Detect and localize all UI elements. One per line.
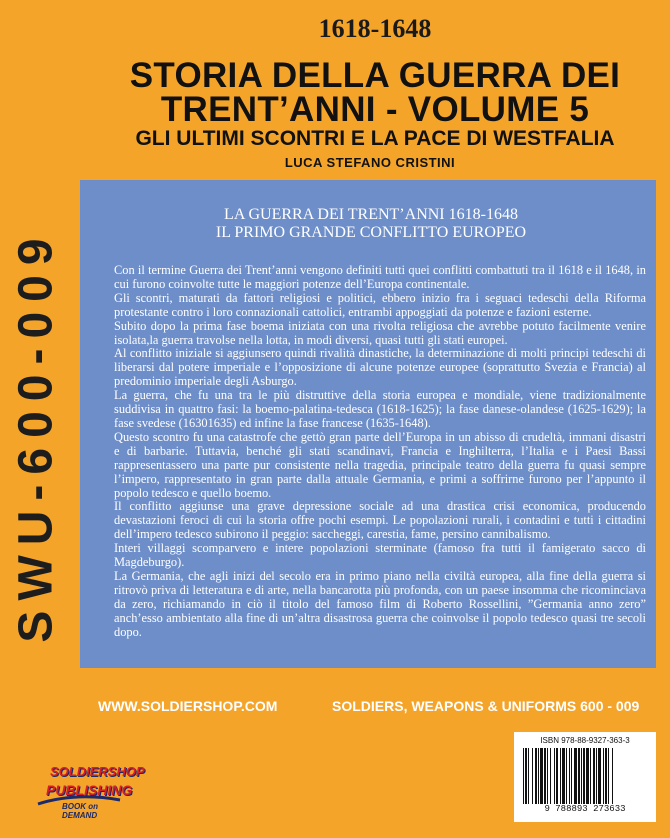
barcode-bar <box>547 748 548 804</box>
barcode-bar <box>605 748 607 804</box>
barcode-bar <box>608 748 609 804</box>
barcode-bar <box>535 748 537 804</box>
publisher-logo <box>36 764 145 826</box>
synopsis-panel <box>80 180 656 668</box>
spine-code-text: SWU-600-009 <box>9 227 63 643</box>
synopsis-heading-line1: LA GUERRA DEI TRENT’ANNI 1618-1648 <box>224 206 518 223</box>
logo-line1: SOLDIERSHOP <box>50 764 145 779</box>
barcode-bar <box>593 748 595 804</box>
barcode-bar <box>562 748 565 804</box>
barcode-bar <box>590 748 591 804</box>
barcode-bar <box>532 748 533 804</box>
barcode-bar <box>556 748 558 804</box>
barcode-bar <box>571 748 572 804</box>
spine-code <box>4 175 68 695</box>
barcode-bar <box>574 748 577 804</box>
synopsis-paragraph: Subito dopo la prima fase boema iniziata con una rivolta religiosa che avrebbe potuto facilmente venire isolata,la guerra travolse nella lotta, in modi diversi, quasi tutti gli stati europei. <box>114 318 646 347</box>
series-label: SOLDIERS, WEAPONS & UNIFORMS 600 - 009 <box>332 698 640 714</box>
barcode-bar <box>612 748 613 804</box>
isbn-barcode <box>514 732 656 822</box>
publisher-website: WWW.SOLDIERSHOP.COM <box>98 698 278 714</box>
barcode-bar <box>528 748 529 804</box>
barcode-bar <box>603 748 604 804</box>
synopsis-heading <box>114 206 646 242</box>
barcode-bar <box>544 748 546 804</box>
cover-author: LUCA STEFANO CRISTINI <box>284 155 456 170</box>
barcode-bar <box>550 748 551 804</box>
barcode-bar <box>566 748 567 804</box>
barcode-bar <box>538 748 539 804</box>
isbn-label: ISBN 978-88-9327-363-3 <box>540 736 630 745</box>
synopsis-paragraph: Questo scontro fu una catastrofe che gettò gran parte dell’Europa in un abisso di crudeltà, immani disastri e di barbarie. Tuttavia, benché gli stati scandinavi, Francia e Inghilterra, l’Italia e i Paesi Bassi rappresentassero una parte pur consistente nella tragedia, principale teatro della guerra fu quasi sempre l’impero, rappresentato in gran parte dalla attuale Germania, e primi a soffrirne furono per l’appunto il popolo tedesco e quello boemo. <box>114 429 646 500</box>
cover-subtitle: GLI ULTIMI SCONTRI E LA PACE DI WESTFALIA <box>135 127 615 150</box>
cover-title-line1: STORIA DELLA GUERRA DEI <box>129 56 621 95</box>
barcode-bar <box>578 748 580 804</box>
logo-line3: BOOK on DEMAND <box>62 802 98 820</box>
barcode-bar <box>598 748 601 804</box>
synopsis-paragraph: Al conflitto iniziale si aggiunsero quindi rivalità dinastiche, la determinazione di molti principi tedeschi di liberarsi dal potere imperiale e l’opposizione di alcune potenze europee (soprattutto Svezia e Francia) al predominio imperiale degli Asburgo. <box>114 346 646 389</box>
synopsis-body <box>114 264 646 639</box>
barcode-digits: 9 788893 273633 <box>544 804 626 814</box>
synopsis-paragraph: La Germania, che agli inizi del secolo era in primo piano nella civiltà europea, alla fine della guerra si ritrovò priva di letteratura e di arte, nella bancarotta più profonda, con un paese insomma che ricominciava da zero, richiamando in ciò il titolo del famoso film di Roberto Rossellini, ”Germania anno zero” anch’esso ambientato alla fine di un’altra disastrosa guerra che coinvolse il popolo tedesco quasi tre secoli dopo. <box>114 568 646 639</box>
synopsis-heading-line2: IL PRIMO GRANDE CONFLITTO EUROPEO <box>215 224 527 241</box>
cover-dates: 1618-1648 <box>318 14 432 43</box>
barcode-bar <box>523 748 524 804</box>
synopsis-paragraph: La guerra, che fu una tra le più distruttive della storia europea e mondiale, viene tradizionalmente suddivisa in quattro fasi: la boemo-palatina-tedesca (1618-1625); la fase danese-olandese (1625-1629); la fase svedese (16301635) ed infine la fase francese (1635-1648). <box>114 388 646 430</box>
barcode-bar <box>581 748 582 804</box>
synopsis-paragraph: Gli scontri, maturati da fattori religiosi e politici, ebbero inizio fra i seguaci tedeschi della Riforma protestante contro i loro connazionali cattolici, entrambi appoggiati da potenze e fazioni esterne. <box>114 290 646 319</box>
synopsis-paragraph: Interi villaggi scomparvero e intere popolazioni sterminate (famoso fra tutti il famigerato sacco di Magdeburgo). <box>114 541 646 570</box>
synopsis-paragraph: Il conflitto aggiunse una grave depressione sociale ad una drastica crisi economica, producendo devastazioni feroci di cui la storia offre pochi esempi. Le popolazioni rurali, i contadini e tutti i cittadini dell’impero tedesco subirono il peggio: saccheggi, carestia, fame, persino cannibalismo. <box>114 499 646 542</box>
barcode-bar <box>586 748 589 804</box>
barcode-bars <box>519 748 651 804</box>
barcode-bar <box>569 748 570 804</box>
barcode-bar <box>560 748 561 804</box>
barcode-bar <box>554 748 555 804</box>
cover-title-line2: TRENT’ANNI - VOLUME 5 <box>160 90 590 129</box>
synopsis-paragraph: Con il termine Guerra dei Trent’anni vengono definiti tutti quei conflitti combattuti tra il 1618 e il 1648, in cui furono coinvolte tutte le maggiori potenze dell’Europa continentale. <box>114 263 646 291</box>
barcode-bar <box>596 748 597 804</box>
barcode-bar <box>525 748 527 804</box>
barcode-bar <box>583 748 585 804</box>
barcode-bar <box>540 748 543 804</box>
logo-line2: PUBLISHING <box>46 782 133 798</box>
